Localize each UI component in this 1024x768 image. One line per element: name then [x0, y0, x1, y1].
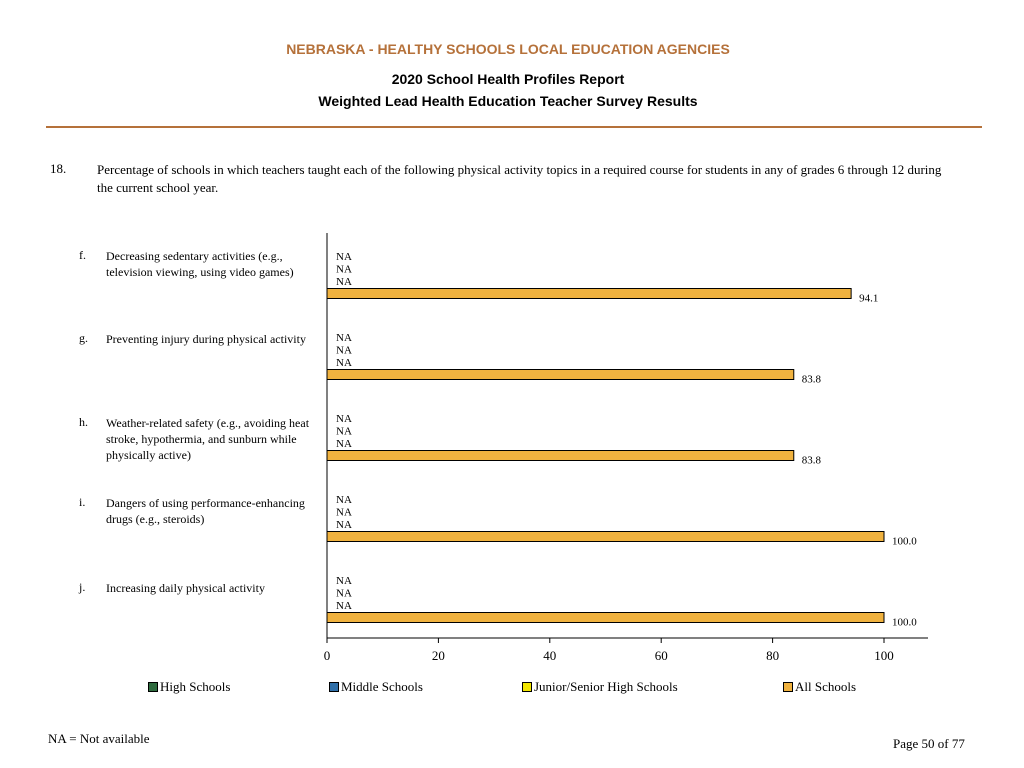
- legend-swatch: [148, 682, 158, 692]
- legend-item-middle-schools: [329, 679, 423, 695]
- row-letter: f.: [79, 248, 86, 262]
- question-number: 18.: [50, 161, 67, 176]
- bar: [327, 613, 884, 623]
- legend-item-junior-senior-high-schools: [522, 679, 678, 695]
- data-label: 94.1: [859, 292, 879, 305]
- x-tick-label: 80: [766, 648, 780, 663]
- data-label-na: NA: [336, 251, 352, 263]
- report-title: 2020 School Health Profiles Report: [391, 71, 625, 87]
- data-label-na: NA: [336, 425, 352, 438]
- legend-swatch: [783, 682, 793, 692]
- x-tick-label: 60: [654, 648, 668, 663]
- data-label-na: NA: [336, 494, 352, 506]
- question-text: Percentage of schools in which teachers taught each of the following physical activity topics in a required course for students in any of grades 6 through 12 during the current school year.: [97, 162, 942, 195]
- data-label: 100.0: [892, 616, 917, 629]
- data-label-na: NA: [336, 600, 352, 612]
- row-letter: i.: [79, 495, 86, 509]
- row-letter: j.: [79, 580, 86, 594]
- data-label-na: NA: [336, 519, 352, 531]
- report-subtitle: Weighted Lead Health Education Teacher Survey Results: [318, 93, 698, 109]
- x-tick-label: 100: [874, 648, 894, 663]
- data-label-na: NA: [336, 332, 352, 344]
- x-tick-label: 0: [323, 648, 331, 663]
- legend-item-high-schools: [148, 679, 230, 695]
- bar: [327, 532, 884, 542]
- legend-label: High Schools: [160, 679, 231, 694]
- row-letter: g.: [79, 331, 88, 345]
- x-tick-label: 40: [543, 648, 557, 663]
- row-label: Increasing daily physical activity: [106, 581, 265, 595]
- data-label-na: NA: [336, 357, 352, 369]
- report-organization: NEBRASKA - HEALTHY SCHOOLS LOCAL EDUCATION AGENCIES: [286, 41, 730, 57]
- row-label: Weather-related safety (e.g., avoiding heat stroke, hypothermia, and sunburn while physically active): [106, 416, 310, 462]
- legend-swatch: [522, 682, 532, 692]
- bar: [327, 370, 794, 380]
- data-label-na: NA: [336, 276, 352, 288]
- data-label-na: NA: [336, 587, 352, 600]
- legend-label: Middle Schools: [341, 679, 423, 694]
- data-label-na: NA: [336, 506, 352, 519]
- data-label-na: NA: [336, 575, 352, 587]
- data-label: 83.8: [801, 454, 822, 467]
- legend-swatch: [329, 682, 339, 692]
- row-label: Dangers of using performance-enhancing drugs (e.g., steroids): [106, 496, 305, 526]
- data-label-na: NA: [336, 438, 352, 450]
- page-number: Page 50 of 77: [893, 736, 965, 751]
- row-label: Preventing injury during physical activity: [106, 332, 306, 346]
- data-label-na: NA: [336, 413, 352, 425]
- footnote: NA = Not available: [48, 731, 150, 746]
- legend-item-all-schools: [783, 679, 856, 695]
- bar: [327, 451, 794, 461]
- data-label: 83.8: [801, 373, 822, 386]
- legend-label: All Schools: [795, 679, 857, 694]
- data-label-na: NA: [336, 344, 352, 357]
- row-letter: h.: [79, 415, 88, 429]
- row-label: Decreasing sedentary activities (e.g., television viewing, using video games): [106, 249, 294, 279]
- data-label: 100.0: [892, 535, 917, 548]
- x-tick-label: 20: [431, 648, 445, 663]
- bar: [327, 289, 851, 299]
- data-label-na: NA: [336, 263, 352, 276]
- legend-label: Junior/Senior High Schools: [534, 679, 678, 694]
